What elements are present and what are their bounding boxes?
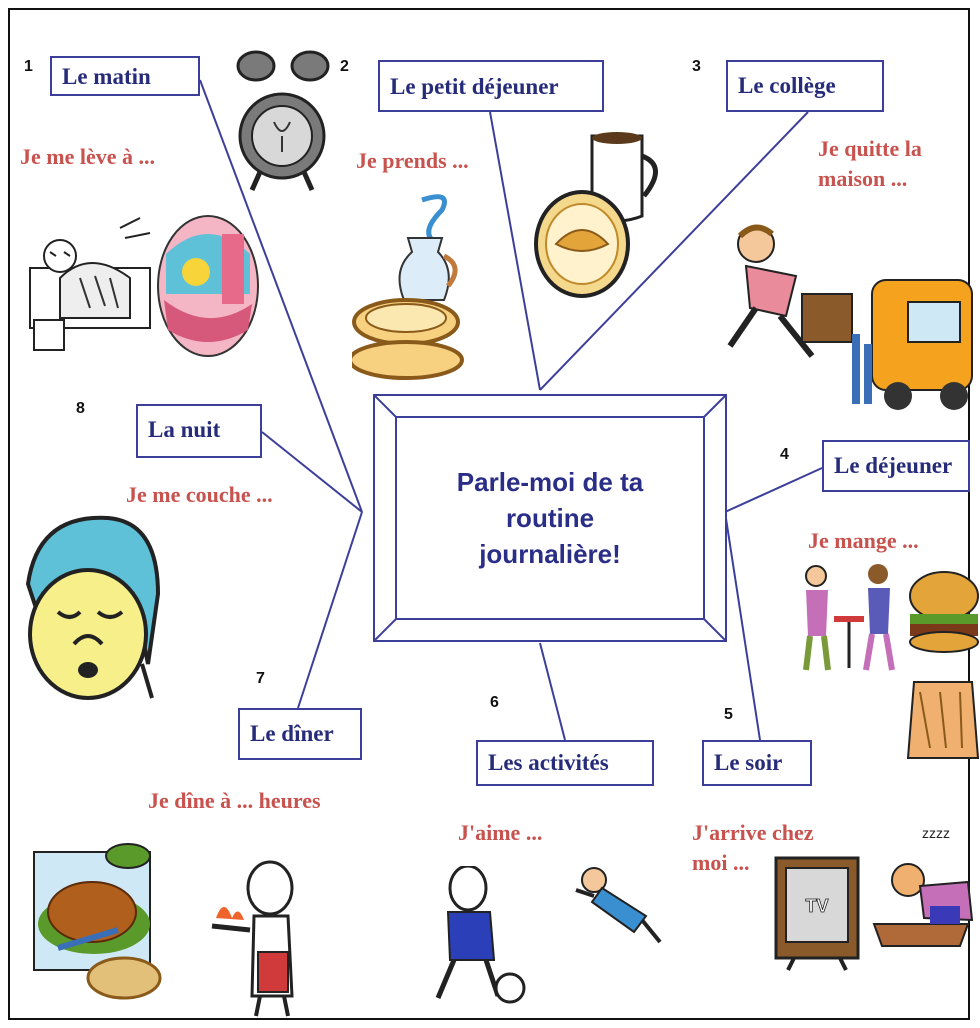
snore-text: zzzz [922,825,950,841]
coffee-croissant-icon [532,126,672,302]
node-sentence-le-matin: Je me lève à ... [20,144,155,169]
node-number-7: 7 [256,670,265,687]
node-number-2: 2 [340,58,349,75]
burger-bag-icon [900,562,980,768]
television-icon [774,856,860,972]
football-player-icon [418,866,528,1006]
sleeping-face-icon [18,504,168,704]
node-sentence-le-soir: J'arrive chez moi ... [692,820,814,875]
waking-up-icon [20,208,160,358]
school-bus-icon [848,260,980,424]
node-sentence-les-activites: J'aime ... [458,820,543,845]
node-sentence-le-petit-dejeuner: Je prends ... [356,148,469,173]
center-box [372,393,728,643]
node-label-le-dejeuner: Le déjeuner [822,440,970,492]
tv-screen-label: TV [805,896,829,916]
node-sentence-le-diner: Je dîne à ... heures [148,788,321,813]
node-label-le-petit-dejeuner: Le petit déjeuner [378,60,604,112]
node-number-8: 8 [76,400,85,417]
node-label-le-college: Le collège [726,60,884,112]
homework-sleeping-icon [868,820,980,958]
node-sentence-la-nuit: Je me couche ... [126,482,273,507]
sunrise-window-icon [156,214,260,358]
node-label-les-activites: Les activités [476,740,654,786]
node-label-la-nuit: La nuit [136,404,262,458]
node-label-le-matin: Le matin [50,56,200,96]
node-label-le-soir: Le soir [702,740,812,786]
center-title: Parle-moi de ta routine journalière! [456,467,644,569]
node-number-5: 5 [724,706,733,723]
running-boy-icon [716,216,856,376]
alarm-clock-icon [234,44,330,194]
node-number-1: 1 [24,58,33,75]
node-sentence-le-college: Je quitte la maison ... [818,136,922,191]
node-label-le-diner: Le dîner [238,708,362,760]
diving-player-icon [572,862,662,946]
node-number-3: 3 [692,58,701,75]
node-number-4: 4 [780,446,789,463]
breakfast-bowl-icon [352,190,468,390]
cook-icon [210,856,306,1020]
node-number-6: 6 [490,694,499,711]
lunch-table-icon [796,560,900,680]
node-sentence-le-dejeuner: Je mange ... [808,528,919,553]
roast-chicken-icon [28,838,168,1002]
